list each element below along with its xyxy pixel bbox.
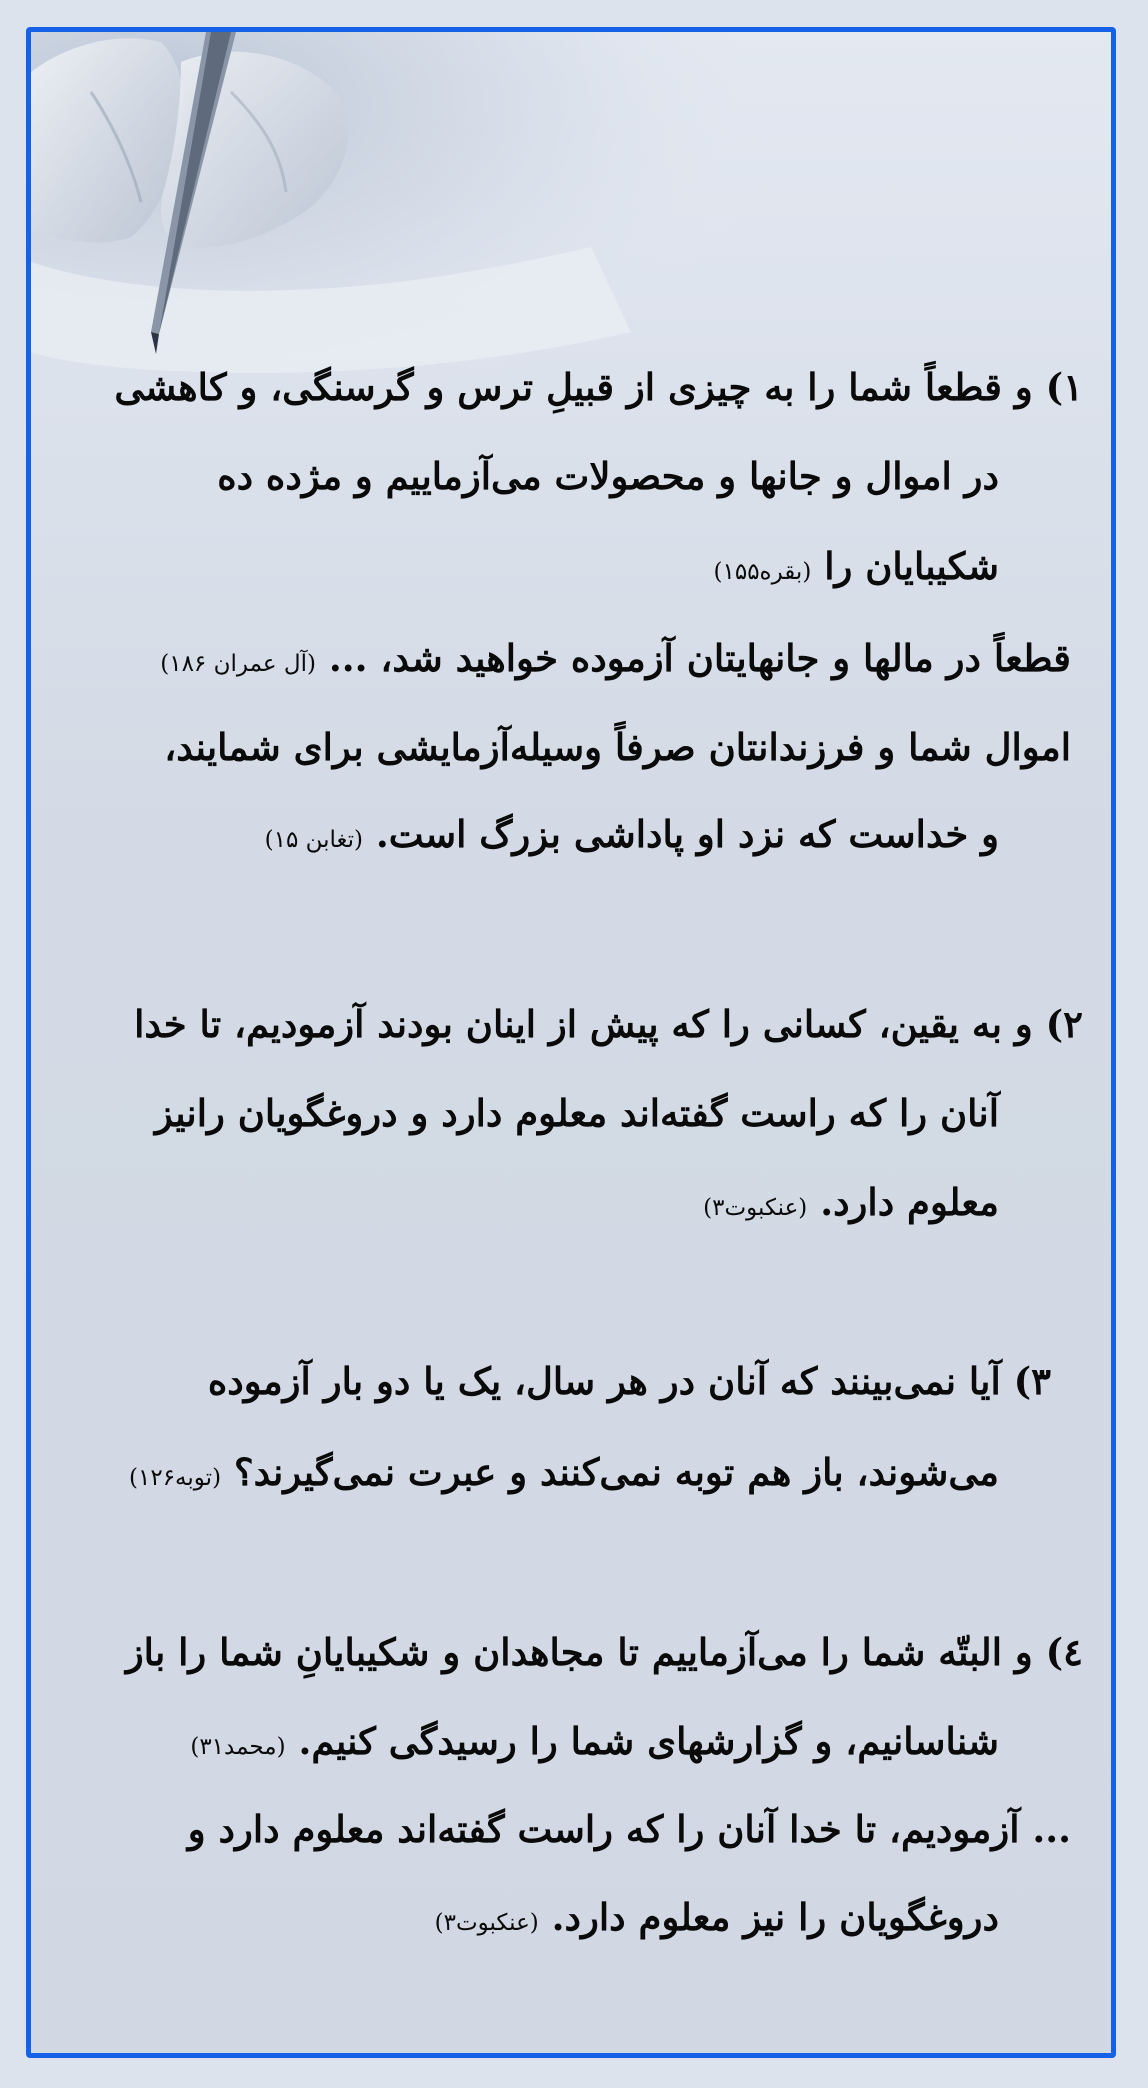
verse-line: شکیبایان را (بقره۱۵۵) bbox=[713, 544, 999, 588]
verse-reference: (توبه۱۲۶) bbox=[129, 1465, 222, 1491]
verse-reference: (بقره۱۵۵) bbox=[713, 559, 812, 585]
verse-line: ... آزمودیم، تا خدا آنان را که راست گفته‌اند معلوم دارد و bbox=[187, 1807, 1071, 1851]
verse-reference: (آل عمران ۱۸۶) bbox=[160, 651, 316, 677]
verse-reference: (عنکبوت۳) bbox=[434, 1910, 539, 1936]
verse-line: می‌شوند، باز هم توبه نمی‌کنند و عبرت نمی‌گیرند؟ (توبه۱۲۶) bbox=[129, 1450, 999, 1494]
verses-content bbox=[31, 32, 1111, 2053]
verse-line: قطعاً در مالها و جانهایتان آزموده خواهید شد، ... (آل عمران ۱۸۶) bbox=[160, 636, 1071, 680]
verse-line: در اموال و جانها و محصولات می‌آزماییم و مژده ده bbox=[217, 454, 999, 498]
verse-reference: (محمد۳۱) bbox=[190, 1734, 286, 1760]
verse-line: آنان را که راست گفته‌اند معلوم دارد و دروغگویان رانیز bbox=[154, 1091, 999, 1135]
verse-line: معلوم دارد. (عنکبوت۳) bbox=[703, 1180, 999, 1224]
verse-line: ٤) و البتّه شما را می‌آزماییم تا مجاهدان و شکیبایانِ شما را باز bbox=[125, 1630, 1083, 1674]
verse-line: شناسانیم، و گزارشهای شما را رسیدگی کنیم. (محمد۳۱) bbox=[190, 1719, 999, 1763]
verse-line: و خداست که نزد او پاداشی بزرگ است. (تغابن ۱۵) bbox=[264, 812, 999, 856]
verse-line: ۱) و قطعاً شما را به چیزی از قبیلِ ترس و گرسنگی، و کاهشی bbox=[114, 365, 1083, 409]
verse-line: ۳) آیا نمی‌بینند که آنان در هر سال، یک یا دو بار آزموده bbox=[207, 1359, 1051, 1403]
verse-reference: (عنکبوت۳) bbox=[703, 1195, 808, 1221]
content-frame bbox=[26, 27, 1116, 2058]
verse-line: اموال شما و فرزندانتان صرفاً وسیله‌آزمایشی برای شمایند، bbox=[164, 725, 1071, 769]
verse-line: دروغگویان را نیز معلوم دارد. (عنکبوت۳) bbox=[434, 1895, 999, 1939]
verse-line: ۲) و به یقین، کسانی را که پیش از اینان بودند آزمودیم، تا خدا bbox=[134, 1002, 1083, 1046]
verse-reference: (تغابن ۱۵) bbox=[264, 827, 364, 853]
